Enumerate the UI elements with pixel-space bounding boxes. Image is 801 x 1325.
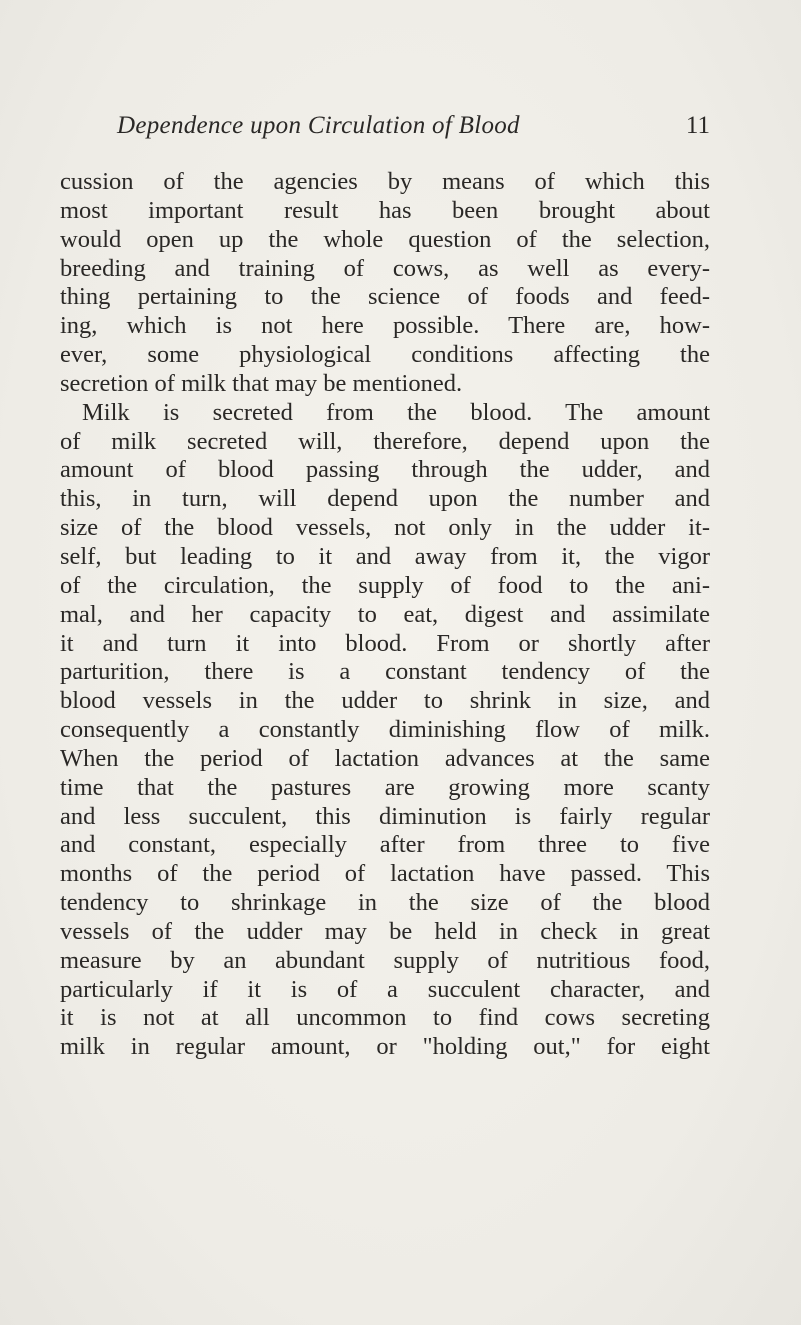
- text-line: tendency to shrinkage in the size of the blood: [60, 889, 710, 917]
- text-line: Milk is secreted from the blood. The amount: [82, 398, 710, 426]
- text-line: time that the pastures are growing more scanty: [60, 773, 710, 801]
- text-line: of the circulation, the supply of food to the ani-: [60, 571, 710, 599]
- text-line: size of the blood vessels, not only in the udder it-: [60, 514, 710, 542]
- text-line: thing pertaining to the science of foods and feed-: [60, 283, 710, 311]
- text-line: it and turn it into blood. From or shortly after: [60, 629, 710, 657]
- text-line: this, in turn, will depend upon the number and: [60, 485, 710, 513]
- text-line: blood vessels in the udder to shrink in size, and: [60, 687, 710, 715]
- text-line: particularly if it is of a succulent character, and: [60, 975, 710, 1003]
- text-line: self, but leading to it and away from it, the vigor: [60, 542, 710, 570]
- text-line: and less succulent, this diminution is fairly regular: [60, 802, 710, 830]
- text-line: secretion of milk that may be mentioned.: [60, 369, 463, 397]
- text-line: mal, and her capacity to eat, digest and assimilate: [60, 600, 710, 628]
- text-line: ing, which is not here possible. There are, how-: [60, 312, 710, 340]
- running-head: Dependence upon Circulation of Blood: [117, 112, 520, 139]
- text-line: cussion of the agencies by means of which this: [60, 168, 710, 195]
- text-line: consequently a constantly diminishing flow of milk.: [60, 716, 710, 744]
- text-line: ever, some physiological conditions affecting the: [60, 341, 710, 369]
- text-line: vessels of the udder may be held in check in great: [60, 917, 710, 945]
- page-number: 11: [685, 112, 710, 139]
- text-line: breeding and training of cows, as well as every-: [60, 254, 710, 282]
- text-line: measure by an abundant supply of nutritious food,: [60, 946, 710, 974]
- body-text: [60, 168, 710, 1062]
- text-line: it is not at all uncommon to find cows secreting: [60, 1004, 710, 1032]
- text-line: of milk secreted will, therefore, depend upon the: [60, 427, 710, 455]
- text-line: When the period of lactation advances at the same: [60, 744, 710, 772]
- text-line: amount of blood passing through the udder, and: [60, 456, 710, 484]
- text-line: and constant, especially after from three to five: [60, 831, 710, 859]
- text-line: parturition, there is a constant tendency of the: [60, 658, 710, 686]
- text-line: milk in regular amount, or "holding out," for eight: [60, 1033, 710, 1061]
- text-line: months of the period of lactation have passed. This: [60, 860, 710, 888]
- page-header: [117, 112, 710, 148]
- text-line: most important result has been brought about: [60, 196, 710, 224]
- text-line: would open up the whole question of the selection,: [60, 225, 710, 253]
